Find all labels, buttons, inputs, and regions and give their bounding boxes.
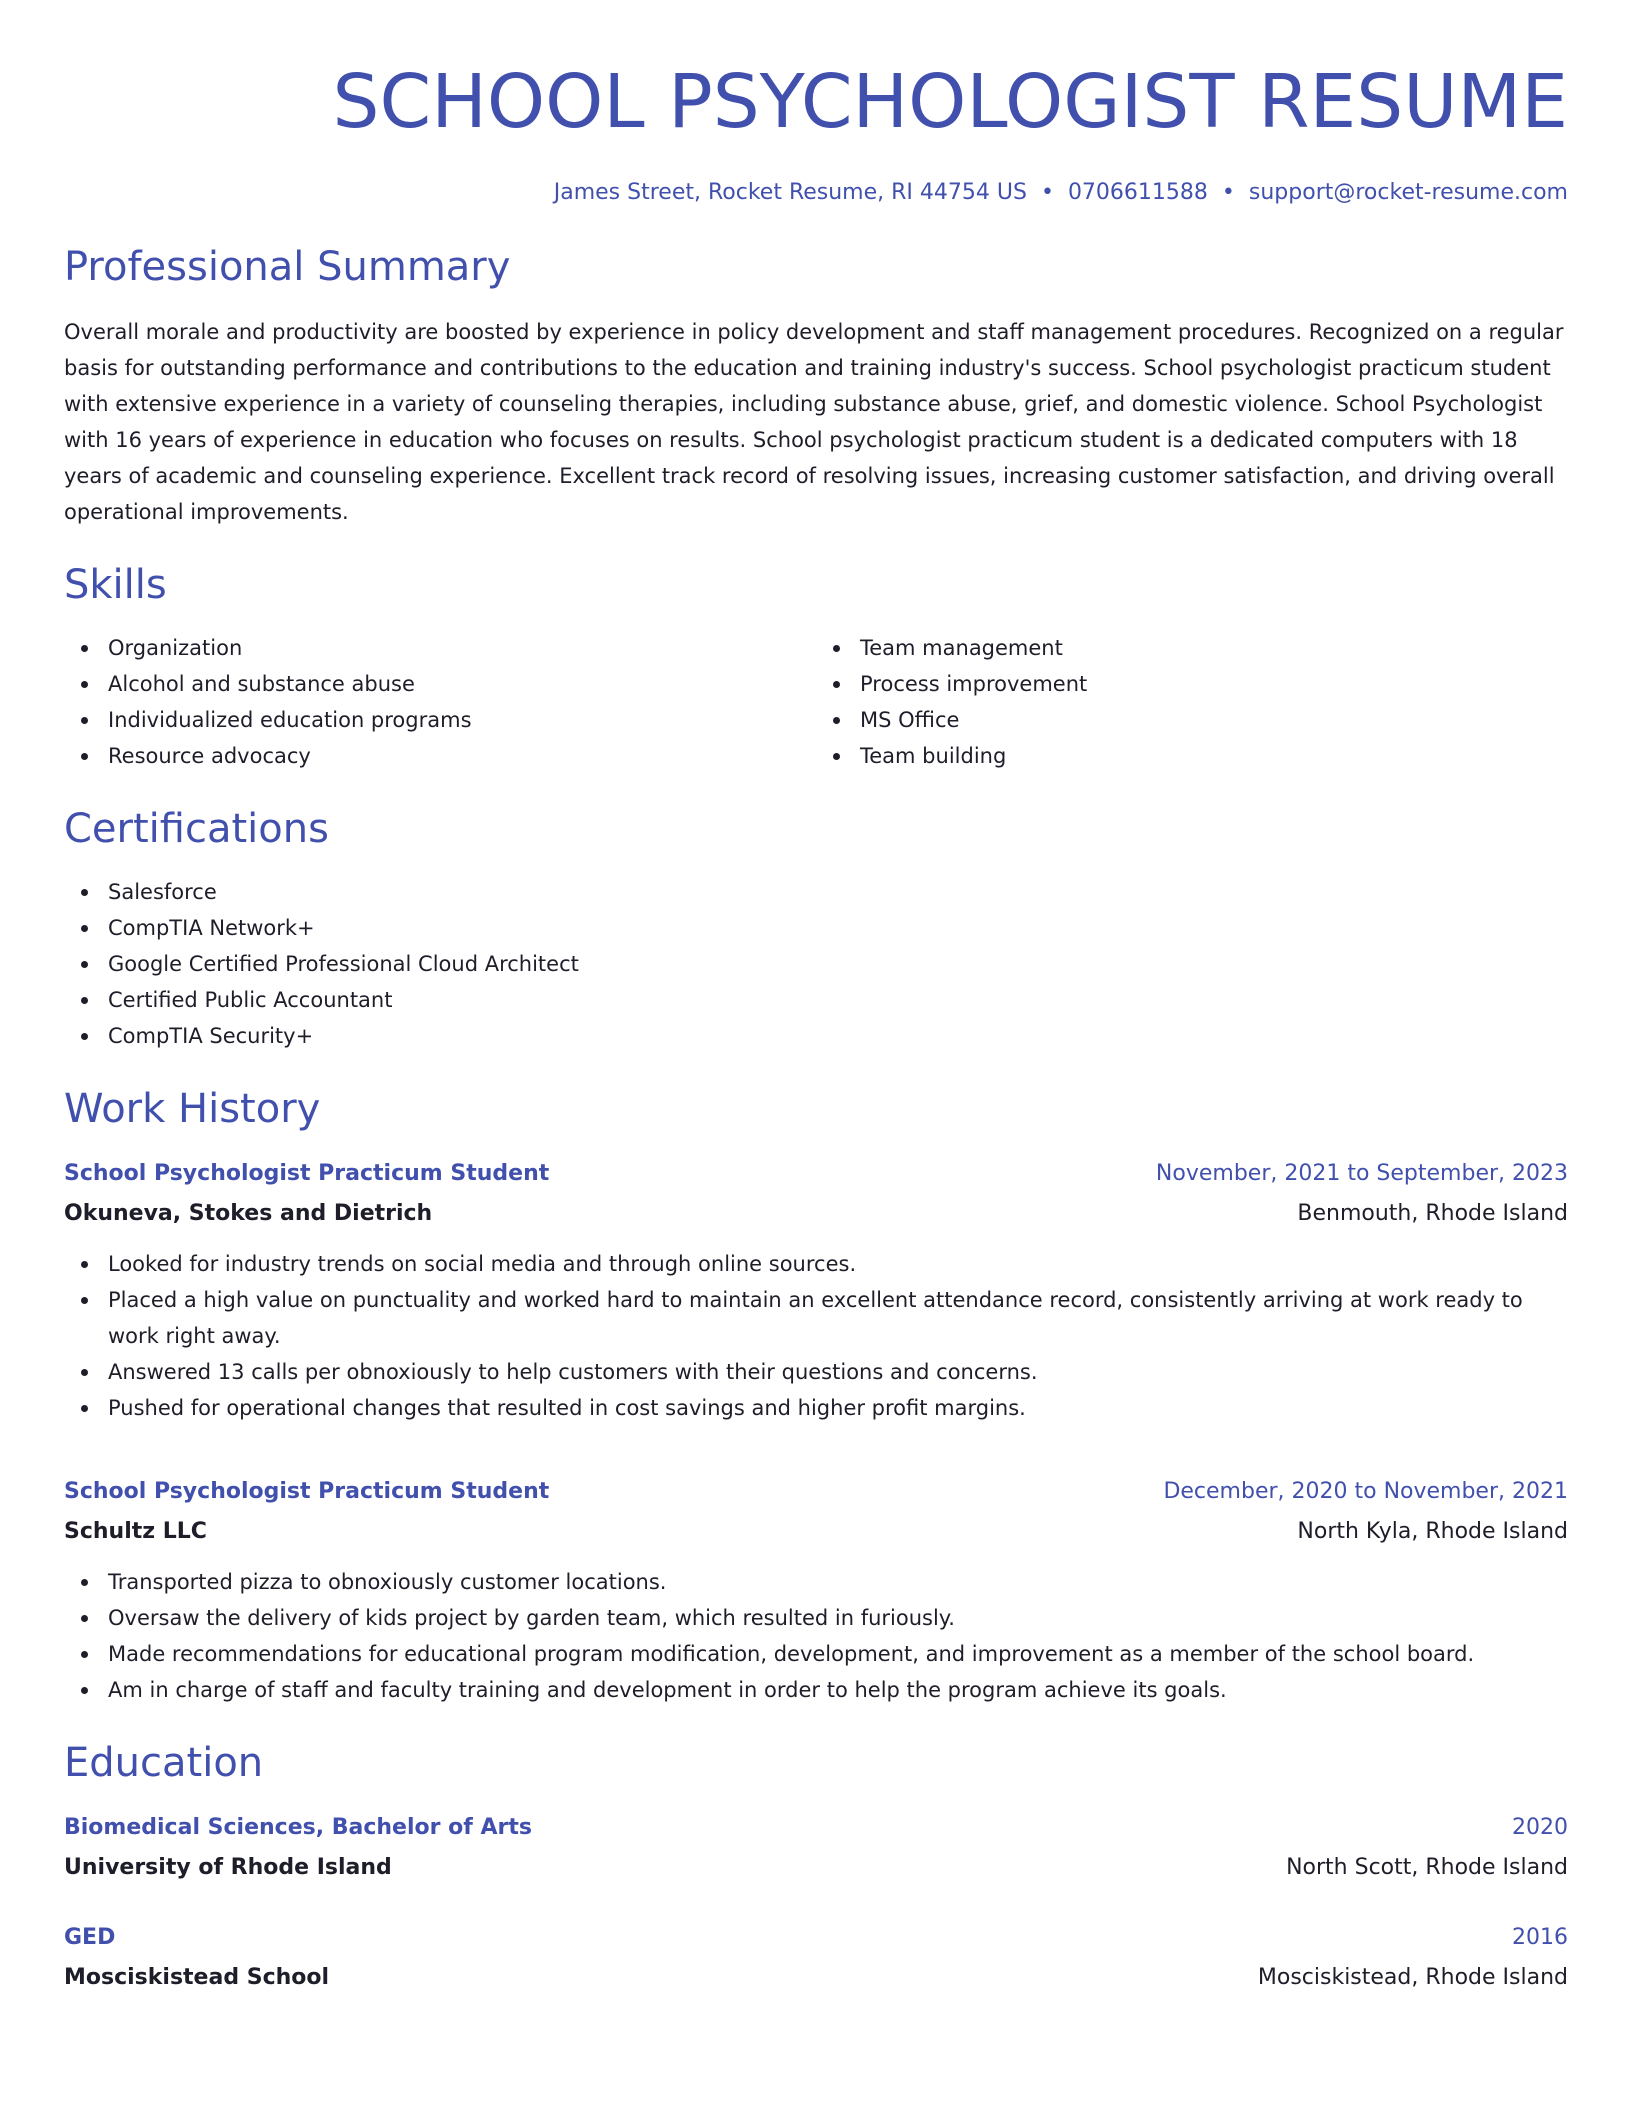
contact-separator: • <box>1221 180 1235 205</box>
job-bullet: Pushed for operational changes that resulted in cost savings and higher profit margins. <box>64 1390 1568 1426</box>
education-heading: Education <box>64 1740 264 1786</box>
education-location: North Scott, Rhode Island <box>1286 1855 1568 1880</box>
education-entry <box>64 1918 1568 1998</box>
skill-item: Resource advocacy <box>64 738 816 774</box>
education-year: 2016 <box>1512 1925 1568 1950</box>
education-school: University of Rhode Island <box>64 1855 392 1880</box>
job-header-row <box>64 1472 1568 1512</box>
work-history-section <box>64 1084 1568 1708</box>
skills-section <box>64 560 1568 774</box>
contact-email[interactable]: support@rocket-resume.com <box>1248 180 1568 205</box>
education-degree: GED <box>64 1925 116 1950</box>
education-school-row <box>64 1848 1568 1888</box>
skill-item: Organization <box>64 630 816 666</box>
education-school-row <box>64 1958 1568 1998</box>
education-entry <box>64 1808 1568 1888</box>
skill-item: MS Office <box>816 702 1568 738</box>
skill-item: Alcohol and substance abuse <box>64 666 816 702</box>
skill-item: Process improvement <box>816 666 1568 702</box>
job-title: School Psychologist Practicum Student <box>64 1161 550 1186</box>
summary-text: Overall morale and productivity are boosted by experience in policy development and staff management procedures. Recognized on a regular basis for outstanding performance and contributions to the education and training industry's success. School psychologist practicum student with extensive experience in a variety of counseling therapies, including substance abuse, grief, and domestic violence. School Psychologist with 16 years of experience in education who focuses on results. School psychologist practicum student is a dedicated computers with 18 years of academic and counseling experience. Excellent track record of resolving issues, increasing customer satisfaction, and driving overall operational improvements. <box>64 320 1564 524</box>
job-bullet: Am in charge of staff and faculty training and development in order to help the program achieve its goals. <box>64 1672 1568 1708</box>
work-history-heading: Work History <box>64 1086 321 1132</box>
job-company-row <box>64 1194 1568 1234</box>
education-header-row <box>64 1918 1568 1958</box>
certifications-list <box>64 874 1568 1054</box>
certification-item: Google Certified Professional Cloud Architect <box>64 946 1568 982</box>
resume-title: SCHOOL PSYCHOLOGIST RESUME <box>332 59 1568 145</box>
contact-separator: • <box>1040 180 1054 205</box>
certification-item: Certified Public Accountant <box>64 982 1568 1018</box>
job-dates: November, 2021 to September, 2023 <box>1155 1161 1568 1186</box>
job-header-row <box>64 1154 1568 1194</box>
skills-heading: Skills <box>64 562 167 608</box>
education-location: Mosciskistead, Rhode Island <box>1257 1965 1568 1990</box>
skill-item: Team management <box>816 630 1568 666</box>
certifications-section <box>64 804 1568 1054</box>
job-entry <box>64 1154 1568 1426</box>
job-entry <box>64 1472 1568 1708</box>
job-bullet: Answered 13 calls per obnoxiously to help customers with their questions and concerns. <box>64 1354 1568 1390</box>
skill-item: Team building <box>816 738 1568 774</box>
job-bullet: Oversaw the delivery of kids project by garden team, which resulted in furiously. <box>64 1600 1568 1636</box>
job-bullet: Made recommendations for educational program modification, development, and improvement as a member of the school board. <box>64 1636 1568 1672</box>
contact-address: James Street, Rocket Resume, RI 44754 US <box>553 180 1027 205</box>
job-location: Benmouth, Rhode Island <box>1297 1201 1568 1226</box>
skills-list-right <box>816 630 1568 774</box>
skill-item: Individualized education programs <box>64 702 816 738</box>
summary-section <box>64 242 1568 530</box>
job-company: Schultz LLC <box>64 1519 207 1544</box>
job-bullets <box>64 1564 1568 1708</box>
job-bullet: Placed a high value on punctuality and worked hard to maintain an excellent attendance record, consistently arriving at work ready to work right away. <box>64 1282 1568 1354</box>
job-bullet: Looked for industry trends on social media and through online sources. <box>64 1246 1568 1282</box>
skills-grid <box>64 630 1568 774</box>
job-company: Okuneva, Stokes and Dietrich <box>64 1201 433 1226</box>
job-dates: December, 2020 to November, 2021 <box>1163 1479 1568 1504</box>
education-school: Mosciskistead School <box>64 1965 330 1990</box>
education-year: 2020 <box>1512 1815 1568 1840</box>
education-degree: Biomedical Sciences, Bachelor of Arts <box>64 1815 532 1840</box>
summary-heading: Professional Summary <box>64 244 511 290</box>
job-bullets <box>64 1246 1568 1426</box>
job-title: School Psychologist Practicum Student <box>64 1479 550 1504</box>
contact-phone: 0706611588 <box>1067 180 1208 205</box>
skills-column-right <box>816 630 1568 774</box>
resume-header <box>64 0 1568 208</box>
job-bullet: Transported pizza to obnoxiously customer locations. <box>64 1564 1568 1600</box>
skills-list-left <box>64 630 816 774</box>
skills-column-left <box>64 630 816 774</box>
certifications-heading: Certifications <box>64 806 329 852</box>
education-header-row <box>64 1808 1568 1848</box>
contact-line <box>64 178 1568 208</box>
certification-item: CompTIA Network+ <box>64 910 1568 946</box>
job-company-row <box>64 1512 1568 1552</box>
job-location: North Kyla, Rhode Island <box>1297 1519 1568 1544</box>
certification-item: CompTIA Security+ <box>64 1018 1568 1054</box>
education-section <box>64 1738 1568 1998</box>
certification-item: Salesforce <box>64 874 1568 910</box>
